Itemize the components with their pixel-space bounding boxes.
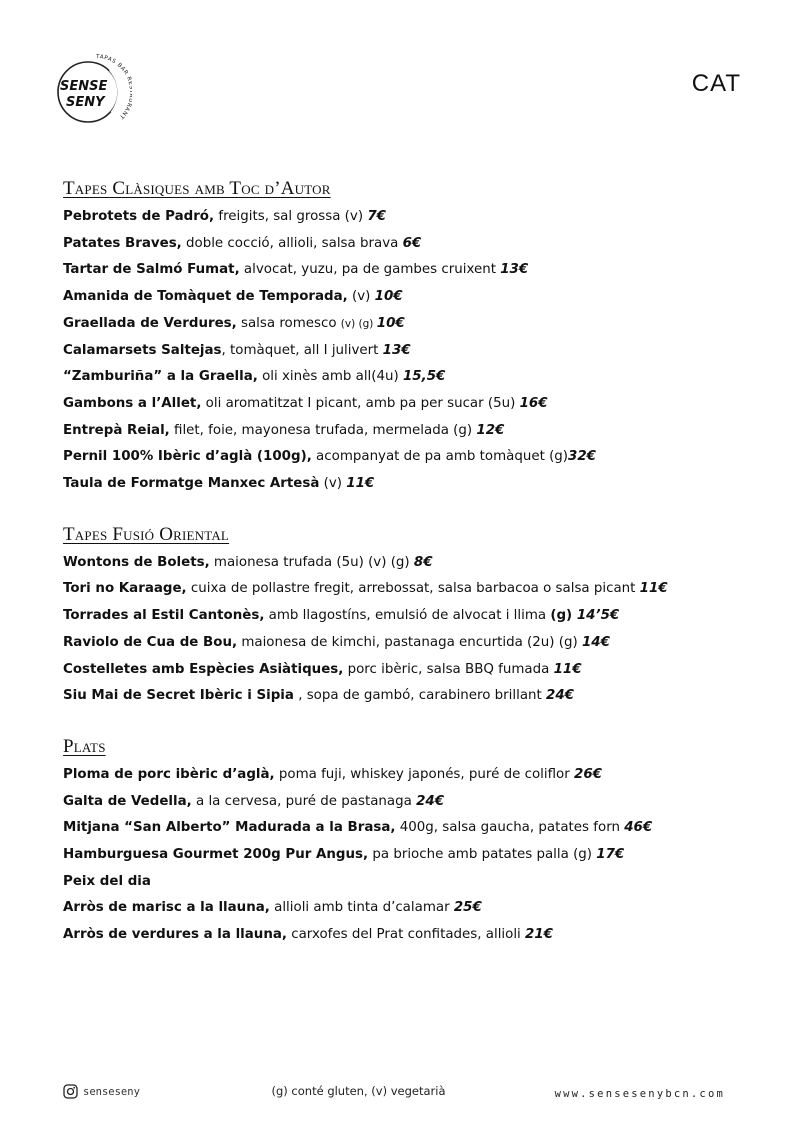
menu-item	[63, 311, 753, 338]
item-price: 14€	[581, 634, 610, 650]
item-price: 16€	[519, 395, 548, 411]
section-title: Plats	[63, 735, 106, 757]
item-description: alvocat, yuzu, pa de gambes cruixent	[239, 262, 501, 278]
item-description: acompanyat de pa amb tomàquet (g)	[311, 449, 569, 465]
item-description: maionesa de kimchi, pastanaga encurtida (2u) (g)	[237, 634, 582, 650]
item-price: 46€	[624, 820, 653, 836]
item-price: 24€	[546, 688, 574, 704]
item-price: 11€	[553, 661, 582, 677]
item-name: Arròs de verdures a la llauna,	[63, 927, 287, 943]
item-name: Raviolo de Cua de Bou,	[63, 634, 238, 650]
section-title: Tapes Clàsiques amb Toc d’Autor	[63, 178, 331, 199]
item-name: Tartar de Salmó Fumat,	[63, 262, 240, 278]
item-price: 10€	[376, 315, 405, 331]
item-tags: (v) (g)	[340, 317, 377, 330]
item-description: (v)	[347, 289, 375, 305]
website-link[interactable]: www.sensesenybcn.com	[554, 1088, 725, 1100]
item-description: poma fuji, whiskey japonés, puré de coliflor	[274, 766, 574, 782]
item-name: Hamburguesa Gourmet 200g Pur Angus,	[63, 847, 369, 863]
item-description: a la cervesa, puré de pastanaga	[191, 793, 417, 809]
item-description: maionesa trufada (5u) (v) (g)	[209, 554, 414, 570]
item-name: Siu Mai de Secret Ibèric i Sipia	[63, 688, 294, 704]
menu-section	[63, 736, 753, 949]
item-name: Torrades al Estil Cantonès,	[63, 608, 265, 624]
item-name: Amanida de Tomàquet de Temporada,	[63, 289, 348, 305]
item-name: Mitjana “San Alberto” Madurada a la Brasa,	[63, 820, 396, 836]
menu-item	[63, 364, 753, 391]
item-description: , sopa de gambó, carabinero brillant	[293, 688, 547, 704]
item-price: 21€	[525, 927, 553, 943]
item-name: Wontons de Bolets,	[63, 554, 210, 570]
menu-item	[63, 204, 753, 231]
item-price: 12€	[476, 422, 505, 438]
menu-item	[63, 922, 753, 949]
item-price: 26€	[574, 766, 602, 782]
item-name: Peix del dia	[63, 873, 151, 889]
restaurant-logo	[52, 52, 132, 132]
menu-item	[63, 284, 753, 311]
item-name: Ploma de porc ibèric d’aglà,	[63, 766, 275, 782]
menu-item	[63, 257, 753, 284]
item-price: 10€	[374, 289, 403, 305]
item-name: Arròs de marisc a la llauna,	[63, 900, 270, 916]
menu-item	[63, 391, 753, 418]
item-name: Pebrotets de Padró,	[63, 209, 215, 224]
menu-item	[63, 231, 753, 258]
menu-item	[63, 815, 753, 842]
item-description: doble cocció, allioli, salsa brava	[181, 235, 403, 251]
logo-ring-text: TAPAS BAR R RANT	[95, 53, 132, 120]
item-name: Tori no Karaage,	[63, 581, 187, 597]
item-price: 13€	[382, 342, 411, 358]
logo-seal-icon	[52, 52, 132, 132]
menu-item	[63, 603, 753, 630]
item-tags: (g)	[550, 608, 577, 624]
language-label: CAT	[691, 70, 741, 97]
item-description: (v)	[319, 476, 347, 492]
item-name: Entrepà Reial,	[63, 422, 170, 438]
item-description: oli aromatitzat I picant, amb pa per sucar (5u)	[201, 395, 520, 411]
item-name: Galta de Vedella,	[63, 793, 192, 809]
item-price: 7€	[367, 209, 386, 224]
item-description: salsa romesco	[236, 315, 341, 331]
menu-section	[63, 524, 753, 710]
footer	[0, 1084, 793, 1104]
item-price: 14’5€	[576, 608, 620, 624]
item-price: 24€	[416, 793, 445, 809]
item-name: Taula de Formatge Manxec Artesà	[63, 476, 320, 492]
menu-item	[63, 418, 753, 445]
menu-item	[63, 576, 753, 603]
menu-item	[63, 471, 753, 498]
item-name: Patates Braves,	[63, 235, 182, 251]
menu-item	[63, 444, 753, 471]
item-name: Graellada de Verdures,	[63, 315, 237, 331]
item-name: Pernil 100% Ibèric d’aglà (100g),	[63, 449, 312, 465]
menu-item	[63, 895, 753, 922]
item-price: 6€	[402, 235, 422, 251]
item-price: 8€	[413, 554, 433, 570]
item-description: pa brioche amb patates palla (g)	[368, 847, 597, 863]
menu-section	[63, 178, 753, 498]
item-price: 13€	[500, 262, 529, 278]
menu-item	[63, 869, 753, 896]
item-name: “Zamburiña” a la Graella,	[63, 369, 258, 385]
item-description: filet, foie, mayonesa trufada, mermelada (g)	[169, 422, 477, 438]
section-title: Tapes Fusió Oriental	[63, 523, 230, 545]
item-name: Costelletes amb Espècies Asiàtiques,	[63, 661, 344, 677]
menu-item	[63, 683, 753, 710]
menu-item	[63, 789, 753, 816]
logo-line1: SENSE	[60, 79, 108, 94]
item-price: 11€	[639, 581, 668, 597]
item-name: Gambons a l’Allet,	[63, 395, 202, 411]
item-description: porc ibèric, salsa BBQ fumada	[343, 661, 554, 677]
item-description: carxofes del Prat confitades, allioli	[286, 927, 526, 943]
item-description: cuixa de pollastre fregit, arrebossat, salsa barbacoa o salsa picant	[186, 581, 640, 597]
menu-item	[63, 338, 753, 365]
menu-item	[63, 630, 753, 657]
item-price: 32€	[568, 449, 596, 465]
item-description: amb llagostíns, emulsió de alvocat i llima	[264, 608, 551, 624]
item-description: oli xinès amb all(4u)	[257, 369, 403, 385]
menu-item	[63, 842, 753, 869]
item-price: 11€	[346, 476, 375, 492]
menu-content	[63, 178, 753, 975]
instagram-handle: senseseny	[83, 1085, 140, 1098]
item-description: , tomàquet, all I julivert	[221, 342, 383, 358]
menu-item	[63, 550, 753, 577]
menu-item	[63, 657, 753, 684]
item-price: 25€	[453, 900, 482, 916]
item-name: Calamarsets Saltejas	[63, 342, 222, 358]
item-description: 400g, salsa gaucha, patates forn	[395, 820, 625, 836]
item-description: freigits, sal grossa (v)	[214, 209, 368, 224]
item-price: 15,5€	[402, 369, 446, 385]
item-description: allioli amb tinta d’calamar	[269, 900, 454, 916]
logo-line2: SENY	[66, 95, 105, 110]
item-price: 17€	[596, 847, 625, 863]
allergen-note: (g) conté gluten, (v) vegetarià	[271, 1084, 446, 1098]
menu-item	[63, 762, 753, 789]
